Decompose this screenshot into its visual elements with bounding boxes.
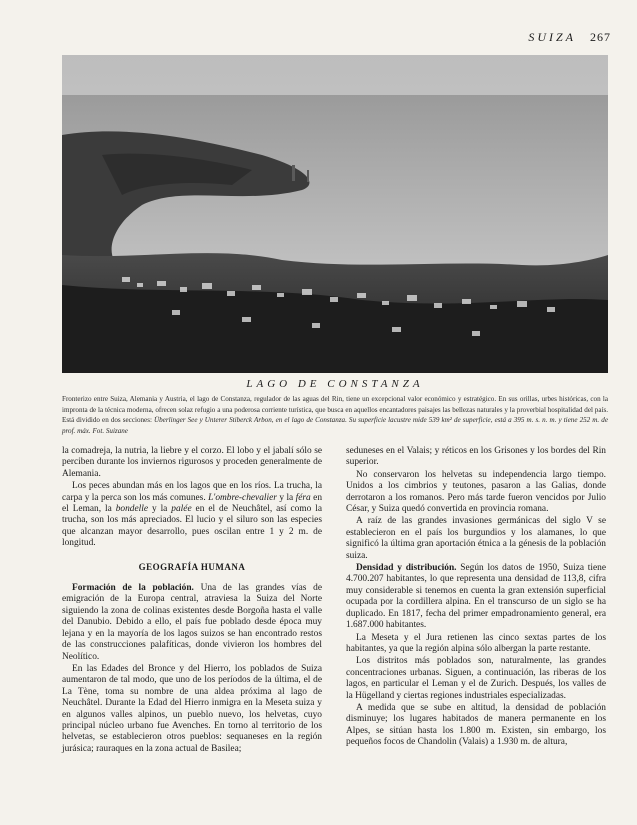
text-run: Una de las grandes vías de emigración de la Europa central, atraviesa la Suiza del Norte siguiendo la zona de colinas existentes desde Borgoña hasta el valle del Danubio. Debido a ello, el país fue poblado desde época muy lejana y en la mayoría de los lagos suizos se han encontrado restos de las construcciones palafíticas, donde vivieron los hombres del Neolítico. [62,583,322,662]
section-heading: GEOGRAFÍA HUMANA [138,561,246,572]
paragraph: En las Edades del Bronce y del Hierro, los poblados de Suiza aumentaron de tal modo, que uno de los períodos de la última, el de La Tène, toma su nombre de una aldea próxima al lago de Neuchâtel. Durante la Edad del Hierro inmigra en la Meseta suiza y en algunos valles alpinos, un pueblo nuevo, los helvetas, cuyo principal núcleo urbano fue Avenches. En torno al territorio de los helvetas, se establecieron otros pueblos: sequaneses en la región jurásica; rauraques en la zona actual de Basilea; [62,663,322,754]
run-in-heading: Formación de la población. [72,583,194,594]
fish-name: bondelle [115,504,149,515]
left-column [62,446,322,755]
paragraph: La Meseta y el Jura retienen las cinco sextas partes de los habitantes, ya que la región alpina sólo albergan la parte restante. [346,632,606,654]
running-head [528,30,611,45]
fish-name: palée [171,504,192,515]
paragraph: No conservaron los helvetas su independencia largo tiempo. Unidos a los cimbrios y teutones, pasaron a las Galias, donde derrotaron a los romanos. Pero más tarde fueron vencidos por Julio César, y Suiza quedó convertida en provincia romana. [346,469,606,515]
run-in-heading: Densidad y distribución. [356,563,457,574]
lake-landscape-image [62,55,608,373]
paragraph: Los distritos más poblados son, naturalmente, las grandes concentraciones urbanas. Siguen, a continuación, las riberas de los lagos, en particular el Leman y el de Zurich. Después, los valles de la Hügelland y ciertas regiones industriales especializadas. [346,656,606,701]
figure-title: LAGO DE CONSTANZA [246,378,424,390]
running-head-title: SUIZA [528,30,576,44]
right-column [346,446,606,749]
figure-caption-italic: Überlinger See y Unterer Stiberck Arbon, en el lago de Constanza. Su superficie lacustre mide 539 km² de superficie, está a 395 m. s. n. m. y tiene 252 m. de prof. máx. Fot. Suizane [62,416,608,435]
text-run: Según los datos de 1950, Suiza tiene 4.700.207 habitantes, lo que representa una densidad de 113,8, cifra muy considerable si tenemos en cuenta la gran extensión superficial ocupada por la cordillera alpina. En el transcurso de un siglo se ha duplicado. En 1817, fecha del primer empadronamiento general, era 1.687.000 habitantes. [346,563,606,631]
text-run: en el de Neuchâtel, así como la trucha, son los más apreciados. El lucio y el siluro son las especies que alcanzan mayor desarrollo, pues oscilan entre 1 y 2 m. de longitud. [62,504,322,549]
paragraph: A medida que se sube en altitud, la densidad de población disminuye; los lugares habitados de manera permanente en los Alpes, se sitúan hasta los 1.800 m. Existen, sin embargo, los pequeños focos de Chandolin (Valais) a 1.930 m. de altura, [346,702,606,748]
paragraph-formation [62,583,322,663]
page-number: 267 [590,30,611,44]
figure-caption [62,394,608,436]
paragraph: seduneses en el Valais; y réticos en los Grisones y los bordes del Rin superior. [346,446,606,468]
text-run: y la [279,492,294,503]
figure-caption-text: Fronterizo entre Suiza, Alemania y Austria, el lago de Constanza, regulador de las aguas del Rin, tiene un excepcional valor económico y estratégico. En sus orillas, urbes históricas, con la impronta de la técnica moderna, ofrecen solaz refugio a una poderosa corriente turística, que busca en aquellos encantadores paisajes las bellezas naturales y la proverbial hospitalidad del país. Está dividido en dos secciones: [62,395,608,424]
paragraph: A raíz de las grandes invasiones germánicas del siglo V se establecieron en el país los burgundios y los alamanes, lo que significó la última gran aportación étnica a la génesis de la población suiza. [346,516,606,561]
lake-photo [62,55,608,373]
paragraph-density [346,563,606,631]
text-run: Los peces abundan más en los lagos que en los ríos. La trucha, la carpa y la perca son los más comunes. [62,481,322,503]
fish-name: féra [295,492,311,503]
fish-name: L'ombre-chevalier [208,492,277,503]
text-run: en el Leman, la [62,492,323,515]
paragraph-fish [62,481,322,549]
text-run: y la [151,504,168,515]
paragraph: la comadreja, la nutria, la liebre y el corzo. El lobo y el jabalí sólo se perciben durante los inviernos rigurosos y proceden generalmente de Alemania. [62,446,322,479]
